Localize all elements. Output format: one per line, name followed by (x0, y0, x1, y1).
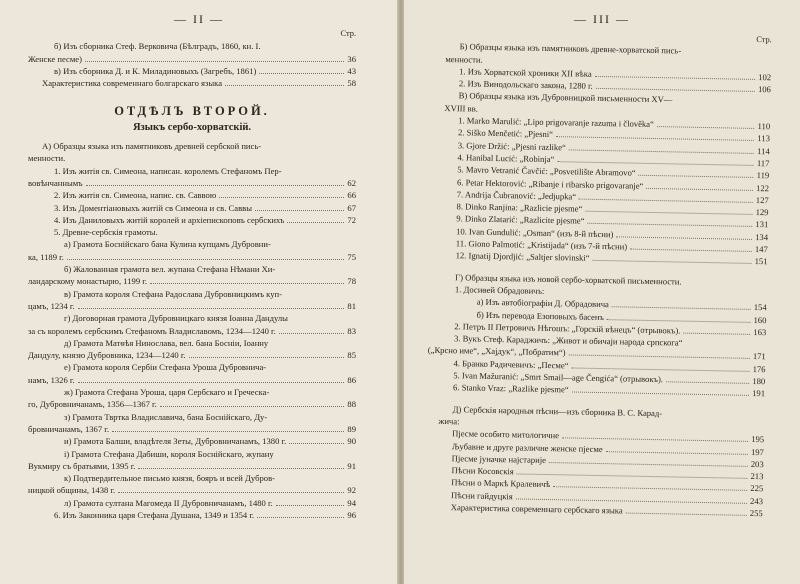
dot-leader (592, 260, 751, 264)
toc-entry-row (54, 509, 356, 521)
toc-entry-text: Љубавне и друге различне женске пјесме (451, 440, 603, 454)
toc-page-number: 78 (347, 276, 356, 287)
toc-entry-row (54, 226, 356, 238)
dot-leader (225, 85, 344, 86)
toc-entry-text: 6. Изъ Законника царя Стефана Душана, 1349 и 1354 г. (54, 509, 255, 520)
toc-entry-text: 2. Изъ Винодольскаго закона, 1280 г. (458, 78, 593, 92)
toc-entry-row (64, 435, 356, 447)
toc-entry-row (28, 300, 356, 312)
toc-entry-row (28, 374, 356, 386)
dot-leader (646, 187, 753, 190)
toc-page-number: 127 (755, 194, 769, 206)
right-page (404, 0, 800, 584)
dot-leader (639, 175, 754, 178)
toc-page-number: 147 (754, 244, 768, 255)
entries-d (437, 427, 765, 519)
toc-entry-row (28, 275, 356, 287)
dot-leader (189, 357, 345, 358)
toc-entry-row (42, 77, 356, 89)
toc-entry-text: ницкой общины, 1438 г. (28, 485, 116, 496)
toc-entry-text: 4. Hanibal Lucić: „Robinja“ (457, 152, 555, 165)
toc-page-number: 102 (758, 71, 772, 83)
right-col-head: Стр. (756, 34, 772, 45)
dot-leader (595, 76, 756, 80)
toc-entry-row (54, 214, 356, 226)
dot-leader (612, 306, 751, 310)
dot-leader (255, 210, 344, 211)
toc-entry (28, 165, 356, 190)
dot-leader (568, 355, 749, 359)
toc-page-number: 197 (750, 446, 765, 457)
toc-entry-text: 11. Giono Palmotić: „Kristijada“ (изъ 7-й пѣсни) (455, 238, 628, 252)
toc-entry (28, 214, 356, 226)
toc-page-number: 134 (755, 231, 769, 242)
toc-entry-text: 1. Marko Marulić: „Lipo prigovaranje razuma i člověka“ (458, 115, 654, 130)
dot-leader (683, 332, 750, 334)
toc-entry-row (28, 53, 356, 65)
toc-page-number: 117 (756, 157, 770, 169)
toc-entry-text: 2. Siško Menčetić: „Pjesni“ (457, 127, 554, 140)
dot-leader (287, 222, 344, 223)
dot-leader (666, 381, 749, 384)
toc-entry-row (28, 251, 356, 263)
toc-entry-row (28, 460, 356, 472)
toc-entry-line: ж) Грамота Стефана Уроша, царя Сербскаго и Греческа- (64, 387, 270, 398)
toc-entry-text: 5. Древне-сербскія грамоты. (54, 227, 158, 238)
toc-entry-line: б) Изъ сборника Стеф. Верковича (Бѣлградъ, 1860, кн. I. (54, 41, 261, 52)
toc-entry-line: 3. Вукъ Стеф. Караджичъ: „Живот и обичаји народа српскога“ (453, 333, 683, 348)
toc-page-number: 110 (757, 121, 771, 132)
toc-page-number: 72 (347, 214, 356, 225)
entries-g (427, 283, 767, 400)
toc-entry-row (28, 423, 356, 435)
dot-leader (616, 236, 752, 240)
toc-page-number: 88 (347, 399, 356, 410)
toc-page-number: 75 (347, 251, 356, 262)
toc-entry (28, 448, 356, 473)
toc-page-number: 255 (749, 507, 763, 519)
section-title: ОТДѢЛЪ ВТОРОЙ. (114, 104, 270, 119)
toc-page-number: 43 (347, 65, 356, 76)
toc-entry-text: 6. Petar Hektorović: „Ribanje i ribarsko prigovaranje“ (456, 176, 644, 191)
toc-entry (28, 386, 356, 411)
toc-entry-text: 4. Изъ Даниловыхъ житій королей и архіепископовъ сербскихъ (54, 214, 285, 225)
toc-page-number: 66 (347, 190, 356, 201)
dot-leader (86, 185, 345, 186)
toc-entry-line: г) Договорная грамота Дубровницкаго князя Іоанна Дандулы (64, 313, 288, 324)
toc-entry-text: 2. Петръ II Петровичъ Нѣгошъ: „Горскій вѣнецъ“ (отрывокъ). (454, 321, 681, 336)
toc-page-number: 119 (756, 170, 770, 181)
dot-leader (585, 211, 752, 215)
left-entries (28, 165, 356, 522)
toc-entry-text: б) Изъ перевода Езоповыхъ басенъ (476, 309, 605, 322)
toc-entry-text: намъ, 1326 г. (28, 374, 75, 385)
toc-page-number: 195 (751, 434, 765, 445)
intro-b-line: менности. (445, 53, 483, 65)
toc-entry-text: Пјесме особито митологичне (452, 428, 560, 441)
toc-entry-text: 12. Ignatij Djordjić: „Saltjer slovinski“ (455, 250, 590, 264)
toc-page-number: 213 (750, 471, 764, 482)
toc-entry (28, 65, 356, 77)
toc-page-number: 81 (347, 300, 356, 311)
dot-leader (606, 451, 748, 455)
toc-page-number: 94 (347, 497, 356, 508)
toc-page-number: 114 (757, 145, 770, 156)
dot-leader (630, 249, 752, 252)
toc-entry-text: 3. Изъ Доментіановыхъ житій св Симеона и св. Саввы (54, 202, 252, 213)
toc-page-number: 163 (753, 326, 767, 338)
toc-entry-text: и) Грамота Балши, владѣтеля Зеты, Дубровничанамъ, 1380 г. (64, 436, 287, 447)
toc-entry-text: ка, 1189 г. (28, 251, 64, 262)
toc-entry-row (28, 398, 356, 410)
toc-entry-text: Пѣсни Косовскія (451, 465, 514, 477)
left-page-content (28, 28, 356, 521)
dot-leader (607, 319, 751, 323)
toc-entry (28, 435, 356, 447)
toc-entry-text: вовѣнчаннымъ (28, 177, 83, 188)
toc-entry-text: ландарскому монастырю, 1199 г. (28, 276, 147, 287)
toc-entry-text: за съ королемъ сербскимъ Стефаномъ Владиславомъ, 1234—1240 г. (28, 325, 276, 336)
toc-entry (28, 238, 356, 263)
toc-page-number: 113 (757, 133, 771, 144)
toc-entry-text: Пѣсни о Маркѣ Кралевичѣ (451, 477, 551, 490)
toc-page-number: 180 (752, 375, 766, 387)
toc-page-number: 96 (347, 509, 356, 520)
toc-page-number: 243 (749, 495, 764, 506)
toc-entry-text: 9. Dinko Zlatarić: „Razlicite pjesme“ (456, 213, 585, 227)
toc-entry-text: Дандулу, князю Дубровника, 1234—1240 г. (28, 350, 186, 361)
toc-entry-text: Вукмиру съ братьями, 1395 г. (28, 460, 136, 471)
dot-leader (279, 333, 345, 334)
toc-entry-row (54, 202, 356, 214)
dot-leader (572, 392, 750, 396)
toc-entry-text: 1. Досиѳей Обрадовичъ: (454, 284, 545, 296)
toc-entry (28, 337, 356, 362)
dot-leader (150, 283, 344, 284)
dot-leader (276, 505, 345, 506)
toc-entry-text: 6. Stanko Vraz: „Razlike pjesme“ (453, 382, 569, 395)
toc-page-number: 92 (347, 485, 356, 496)
right-page-content (427, 28, 772, 519)
toc-entry-text: („Крсно име“, „Хајдук“, „Побратим“) (427, 345, 566, 358)
toc-entry (28, 263, 356, 288)
toc-page-number: 90 (347, 436, 356, 447)
intro-d-line: Д) Сербскія народныя пѣсни—изъ сборника В. С. Карад- (452, 403, 663, 418)
left-col-head: Стр. (340, 29, 356, 38)
dot-leader (85, 61, 344, 62)
toc-entry-line: в) Грамота короля Стефана Радослава Дубровницкимъ куп- (64, 288, 282, 299)
dot-leader (112, 431, 344, 432)
left-top-entries (28, 40, 356, 89)
toc-page-number: 36 (347, 53, 356, 64)
toc-page-number: 129 (755, 207, 769, 218)
toc-entry-line: і) Грамота Стефана Дабиши, короля Боснійскаго, жупану (64, 448, 274, 459)
toc-entry-text: 5. Ivan Mažuranić: „Smrt Smail—age Čengića“ (отрывокъ). (453, 370, 664, 385)
dot-leader (626, 513, 747, 516)
dot-leader (219, 197, 344, 198)
toc-entry-row (28, 177, 356, 189)
toc-entry (28, 202, 356, 214)
toc-entry-row (28, 349, 356, 361)
toc-page-number: 83 (347, 325, 356, 336)
toc-entry-line: з) Грамота Твртка Владиславича, бана Боснійскаго, Ду- (64, 411, 268, 422)
dot-leader (587, 223, 752, 227)
toc-entry-text: Женске песме) (28, 53, 82, 64)
toc-entry-row (64, 497, 356, 509)
toc-page-number: 171 (752, 351, 766, 362)
toc-entry-line: а) Грамота Боснійскаго бана Кулина купцамъ Дубровни- (64, 239, 271, 250)
toc-entry-line: е) Грамота короля Сербіи Стефана Уроша Дубровнича- (64, 362, 267, 373)
section-subtitle: Языкъ сербо-хорватскій. (132, 121, 252, 133)
toc-entry-row (54, 65, 356, 77)
toc-entry-line: д) Грамота Матѳѣя Нинославa, вел. бана Босніи, Іоанну (64, 337, 269, 348)
toc-entry-text: 3. Gjore Držić: „Pjesni razlike“ (457, 139, 566, 152)
dot-leader (259, 73, 344, 74)
toc-page-number: 151 (754, 256, 768, 267)
toc-entry (28, 40, 356, 65)
toc-entry (28, 189, 356, 201)
toc-page-number: 131 (755, 219, 769, 230)
dot-leader (138, 468, 344, 469)
toc-entry-text: 7. Andrija Čubranović: „Jedjupka“ (456, 189, 577, 202)
entries-v (442, 114, 771, 268)
toc-entry (28, 77, 356, 89)
toc-entry-text: 5. Mavro Vetranić Čavčić: „Posvetilište Abramovo“ (457, 164, 636, 178)
toc-entry-text: 2. Изъ житія св. Симеона, напис. св. Саввою (54, 190, 217, 201)
toc-page-number: 91 (347, 460, 356, 471)
right-page-header: — III — (574, 12, 630, 26)
toc-page-number: 203 (750, 458, 764, 469)
toc-entry-text: го, Дубровничанамъ, 1356—1367 г. (28, 399, 157, 410)
intro-v-line: XVIII вв. (444, 102, 478, 114)
toc-page-number: 86 (347, 374, 356, 385)
toc-entry (28, 361, 356, 386)
dot-leader (257, 517, 344, 518)
intro-b-line: Б) Образцы языка изъ памятниковъ древне-хорватской пись- (459, 41, 682, 56)
left-page (0, 0, 398, 584)
toc-page-number: 122 (756, 182, 770, 193)
dot-leader (78, 308, 345, 309)
toc-entry-row (54, 189, 356, 201)
dot-leader (160, 406, 345, 407)
dot-leader (596, 88, 755, 92)
intro-v-line: В) Образцы языка изъ Дубровницкой письменности XV— (458, 90, 673, 105)
intro-d-line: жича: (438, 415, 460, 427)
toc-entry-row (28, 325, 356, 337)
intro-g-line: Г) Образцы языка изъ новой сербо-хорватской письменности. (455, 271, 682, 287)
toc-entry-line: б) Жалованная грамота вел. жупана Стефана Нѣмани Хи- (64, 264, 276, 275)
toc-entry-text: в) Изъ сборника Д. и К. Миладиновыхъ (Загребъ, 1861) (54, 65, 257, 76)
toc-page-number: 154 (753, 302, 767, 313)
toc-page-number: 85 (347, 350, 356, 361)
left-intro-line: А) Образцы языка изъ памятниковъ древней сербской пись- (42, 141, 262, 152)
toc-page-number: 225 (750, 483, 764, 494)
toc-entry (28, 509, 356, 521)
toc-entry-text: 8. Dinko Ranjina: „Razlicie pjesme“ (456, 201, 583, 214)
dot-leader (579, 198, 753, 202)
dot-leader (572, 367, 750, 371)
toc-entry-text: бровничанамъ, 1367 г. (28, 423, 109, 434)
toc-entry-text: цамъ, 1234 г. (28, 300, 75, 311)
toc-page-number: 58 (347, 78, 356, 89)
toc-page-number: 160 (753, 314, 767, 325)
toc-page-number: 191 (752, 388, 766, 399)
toc-entry-row (28, 484, 356, 496)
toc-page-number: 67 (347, 202, 356, 213)
dot-leader (78, 382, 345, 383)
toc-entry-text: 1. Изъ Хорватской хроники XII вѣка (459, 66, 592, 79)
toc-entry-text: л) Грамота султана Магомеда II Дубровничанамъ, 1480 г. (64, 497, 273, 508)
toc-entry-line: к) Подтвердительное письмо князя, бояръ и всей Дубров- (64, 473, 275, 484)
dot-leader (67, 259, 345, 260)
toc-entry-text: Характеристика современнаго болгарскаго языка (42, 78, 223, 89)
toc-entry (28, 497, 356, 509)
toc-entry (28, 288, 356, 313)
toc-entry-text: 10. Ivan Gundulić: „Osman“ (изъ 8-й пѣсни) (456, 225, 614, 240)
toc-page-number: 89 (347, 423, 356, 434)
toc-entry-text: Пјесме јуначке најстарије (451, 452, 547, 465)
dot-leader (118, 492, 344, 493)
dot-leader (657, 126, 755, 129)
left-page-header: — II — (174, 12, 224, 26)
dot-leader (289, 443, 344, 444)
toc-entry (28, 411, 356, 436)
toc-entry (28, 312, 356, 337)
toc-entry-text: а) Изъ автобіографіи Д. Обрадовича (476, 296, 610, 310)
toc-page-number: 106 (757, 84, 771, 95)
toc-page-number: 62 (347, 177, 356, 188)
toc-entry-text: Пѣсни гайдуцкія (450, 489, 513, 502)
toc-entry (28, 472, 356, 497)
left-intro-line: менности. (28, 153, 66, 164)
toc-entry-text: Характеристика современнаго сербскаго языка (450, 502, 623, 516)
left-intro (28, 140, 356, 165)
toc-page-number: 176 (752, 363, 766, 374)
toc-entry (28, 226, 356, 238)
toc-entry-line: 1. Изъ житія св. Симеона, написан. королемъ Стефаномъ Пер- (54, 165, 282, 176)
toc-entry-text: 4. Бранко Радичевичъ: „Песме“ (453, 357, 569, 371)
